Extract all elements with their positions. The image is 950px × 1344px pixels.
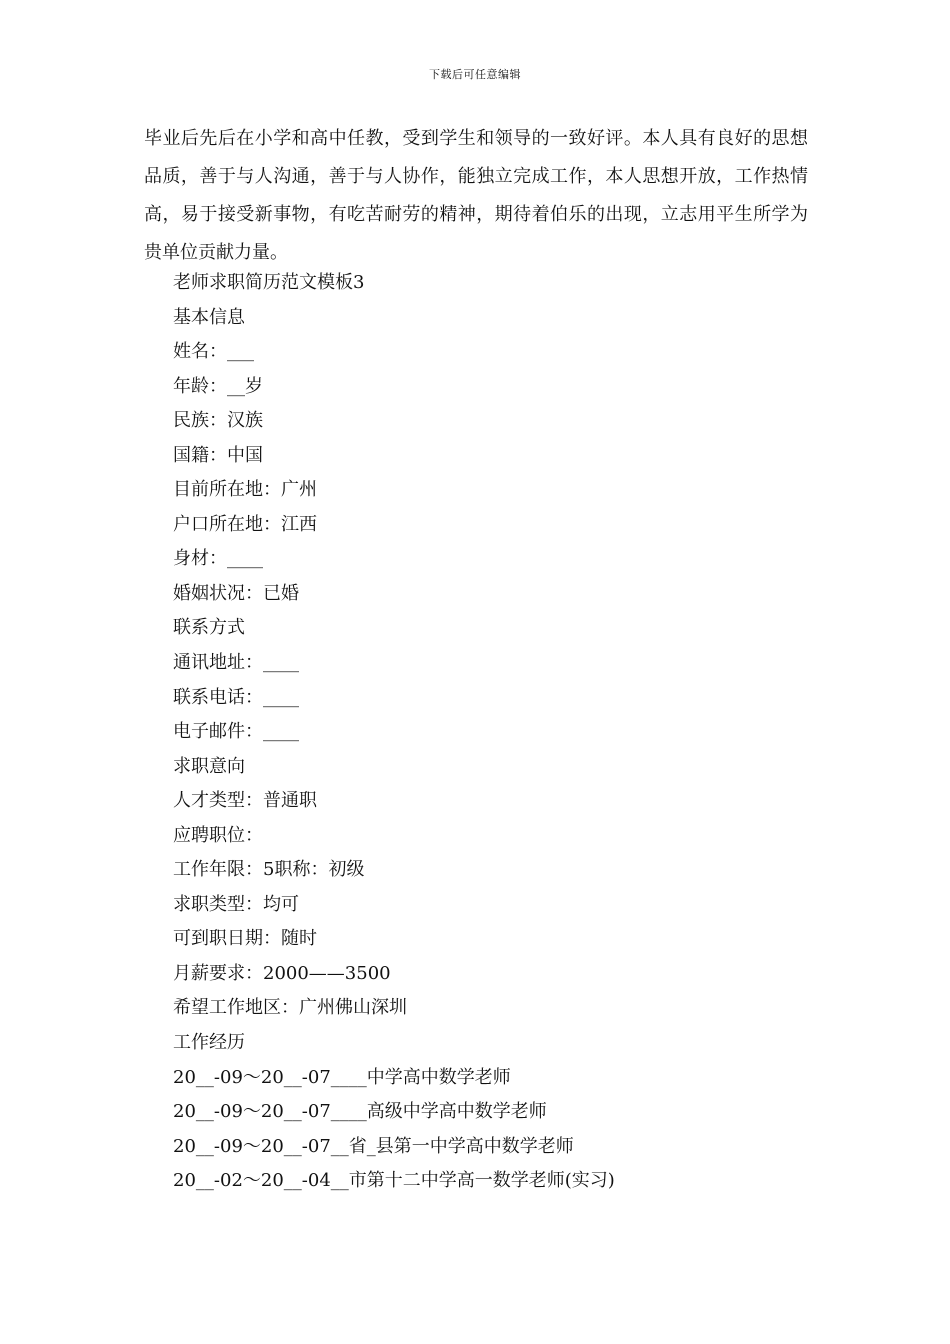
resume-line: 求职意向 — [173, 755, 245, 777]
resume-line: 20__-09～20__-07____高级中学高中数学老师 — [173, 1101, 547, 1123]
resume-line: 基本信息 — [173, 306, 245, 328]
resume-line: 联系电话：____ — [173, 686, 299, 708]
resume-line: 电子邮件：____ — [173, 721, 299, 743]
resume-line: 婚姻状况：已婚 — [173, 582, 299, 604]
resume-line: 民族：汉族 — [173, 410, 263, 432]
resume-line: 月薪要求：2000——3500 — [173, 962, 391, 984]
resume-line: 应聘职位： — [173, 824, 263, 846]
resume-line: 户口所在地：江西 — [173, 513, 317, 535]
resume-line: 工作经历 — [173, 1032, 245, 1054]
resume-line: 求职类型：均可 — [173, 893, 299, 915]
resume-line: 希望工作地区：广州佛山深圳 — [173, 997, 407, 1019]
resume-line: 国籍：中国 — [173, 444, 263, 466]
header-note: 下载后可任意编辑 — [429, 68, 521, 81]
resume-line: 20__-09～20__-07____中学高中数学老师 — [173, 1066, 511, 1088]
resume-line: 年龄：__岁 — [173, 375, 263, 397]
resume-line: 人才类型：普通职 — [173, 790, 317, 812]
resume-lines — [173, 266, 813, 1199]
resume-line: 联系方式 — [173, 617, 245, 639]
resume-line: 身材：____ — [173, 548, 263, 570]
resume-line: 老师求职简历范文模板3 — [173, 272, 365, 293]
resume-line: 工作年限：5职称：初级 — [173, 859, 365, 881]
resume-line: 可到职日期：随时 — [173, 928, 317, 950]
intro-paragraph: 毕业后先后在小学和高中任教，受到学生和领导的一致好评。本人具有良好的思想品质，善于与人沟通，善于与人协作，能独立完成工作，本人思想开放，工作热情高，易于接受新事物，有吃苦耐劳的精神，期待着伯乐的出现，立志用平生所学为贵单位贡献力量。 — [144, 128, 808, 263]
resume-line: 目前所在地：广州 — [173, 479, 317, 501]
resume-line: 20__-09～20__-07__省_县第一中学高中数学老师 — [173, 1135, 574, 1157]
resume-line: 姓名：___ — [173, 341, 254, 363]
resume-line: 20__-02～20__-04__市第十二中学高一数学老师(实习) — [173, 1170, 615, 1192]
resume-line: 通讯地址：____ — [173, 652, 299, 674]
